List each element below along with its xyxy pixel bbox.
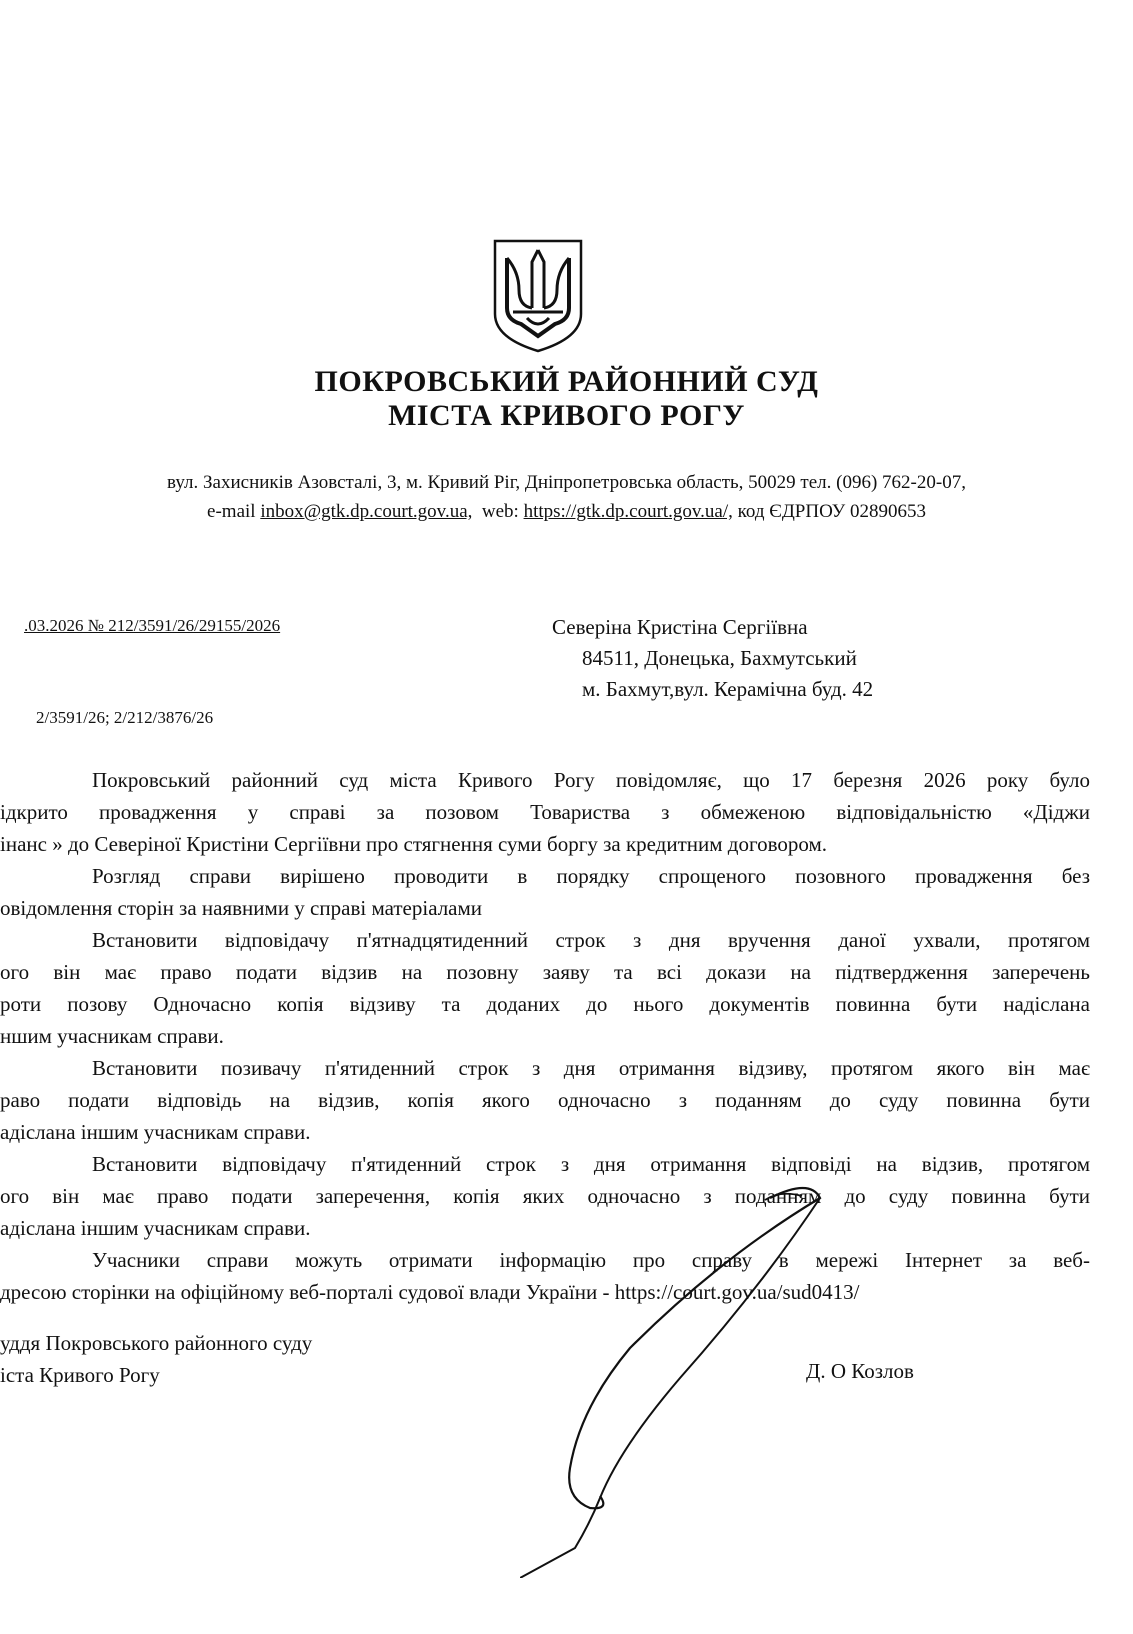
court-name-line2: МІСТА КРИВОГО РОГУ <box>388 399 745 432</box>
trident-emblem-icon <box>491 238 585 354</box>
web-label: web: <box>481 501 519 522</box>
web-link[interactable]: https://gtk.dp.court.gov.ua/, <box>523 501 733 522</box>
body-line: ідкрито провадження у справі за позовом Товариства з обмеженою відповідальністю «Діджи <box>0 800 1090 824</box>
body-line: раво подати відповідь на відзив, копія якого одночасно з поданням до суду повинна бути <box>0 1088 1090 1112</box>
body-line: дресою сторінки на офіційному веб-порталі судової влади України - https://court.gov.ua/sud0413/ <box>0 1280 860 1304</box>
paragraph-4 <box>0 1052 1090 1148</box>
body-line: Учасники справи можуть отримати інформацію про справу в мережі Інтернет за веб- <box>92 1248 1090 1272</box>
judge-name: Д. О Козлов <box>806 1359 914 1383</box>
paragraph-3 <box>0 924 1090 1052</box>
date-number: .03.2026 № 212/3591/26/29155/2026 <box>24 616 281 635</box>
judge-position-line1: уддя Покровського районного суду <box>0 1331 313 1355</box>
body-line: ого він має право подати заперечення, копія яких одночасно з поданням до суду повинна бути <box>0 1184 1090 1208</box>
judge-position-line2: іста Кривого Рогу <box>0 1363 160 1387</box>
body-line: Покровський районний суд міста Кривого Рогу повідомляє, що 17 березня 2026 року було <box>92 768 1090 792</box>
handwritten-signature-icon <box>520 1178 860 1578</box>
email-label: e-mail <box>207 501 256 522</box>
body-line: Встановити позивачу п'ятиденний строк з дня отримання відзиву, протягом якого він має <box>92 1056 1090 1080</box>
paragraph-2 <box>0 860 1090 924</box>
body-line: ншим учасникам справи. <box>0 1024 224 1048</box>
recipient-address-line1: 84511, Донецька, Бахмутський <box>582 646 857 670</box>
edrpou-code: код ЄДРПОУ 02890653 <box>737 501 926 522</box>
email-link[interactable]: inbox@gtk.dp.court.gov.ua, <box>260 501 473 522</box>
paragraph-1 <box>0 764 1090 860</box>
case-numbers: 2/3591/26; 2/212/3876/26 <box>36 708 214 727</box>
recipient-address-line2: м. Бахмут,вул. Керамічна буд. 42 <box>582 677 874 701</box>
court-name-line1: ПОКРОВСЬКИЙ РАЙОННИЙ СУД <box>314 365 819 398</box>
judge-position <box>0 1327 312 1391</box>
body-line: роти позову Одночасно копія відзиву та доданих до нього документів повинна бути надіслана <box>0 992 1090 1016</box>
body-line: Встановити відповідачу п'ятнадцятиденний строк з дня вручення даної ухвали, протягом <box>92 928 1090 952</box>
body-line: адіслана іншим учасникам справи. <box>0 1216 311 1240</box>
court-contacts <box>0 497 1133 526</box>
body-line: інанс » до Северіної Кристіни Сергіївни про стягнення суми боргу за кредитним договором. <box>0 832 827 856</box>
body-line: ого він має право подати відзив на позовну заяву та всі докази на підтвердження заперечень <box>0 960 1090 984</box>
outgoing-number <box>24 616 280 636</box>
body-line: адіслана іншим учасникам справи. <box>0 1120 311 1144</box>
body-line: овідомлення сторін за наявними у справі матеріалами <box>0 896 483 920</box>
court-address: вул. Захисників Азовсталі, 3, м. Кривий Ріг, Дніпропетровська область, 50029 тел. (096) 762-20-07, <box>167 472 966 493</box>
body-line: Розгляд справи вирішено проводити в порядку спрощеного позовного провадження без <box>92 864 1090 888</box>
body-line: Встановити відповідачу п'ятиденний строк з дня отримання відповіді на відзив, протягом <box>92 1152 1090 1176</box>
recipient-name: Северіна Кристіна Сергіївна <box>552 615 808 639</box>
